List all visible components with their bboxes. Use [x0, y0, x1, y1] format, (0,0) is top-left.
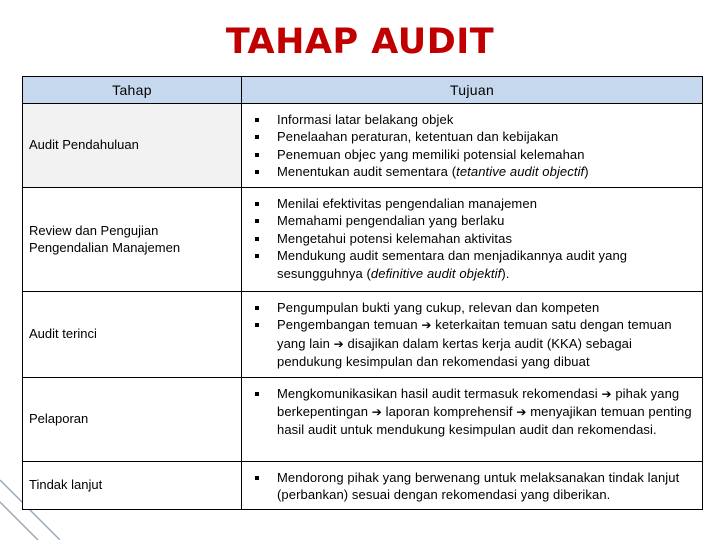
goal-text-part: laporan komprehensif: [381, 404, 517, 420]
goal-text-part: menyajikan temuan penting hasil audit untuk mendukung kesimpulan audit dan rekomendasi.: [277, 404, 692, 438]
stage-cell: Audit terinci: [23, 292, 242, 378]
goal-italic-term: tetantive audit objectif: [456, 164, 585, 180]
goal-item: Pengumpulan bukti yang cukup, relevan dan kompeten: [242, 299, 698, 316]
goal-item: [242, 163, 698, 180]
goal-cell: [242, 188, 703, 292]
goal-cell: [242, 377, 703, 461]
goal-list: [242, 104, 702, 187]
goal-text-part: ): [584, 164, 589, 180]
audit-stages-table: [22, 76, 703, 510]
goal-cell: [242, 292, 703, 378]
goal-text-part: pihak yang berkepentingan: [277, 385, 680, 420]
goal-item: Informasi latar belakang objek: [242, 111, 698, 128]
arrow-right-icon: ➔: [371, 405, 382, 420]
goal-cell: [242, 104, 703, 188]
arrow-right-icon: ➔: [516, 405, 527, 420]
stage-cell: Review dan Pengujian Pengendalian Manajemen: [23, 188, 242, 292]
table-row: [23, 104, 703, 188]
stage-cell: Pelaporan: [23, 377, 242, 461]
table-row: [23, 461, 703, 510]
goal-item: Mengetahui potensi kelemahan aktivitas: [242, 230, 698, 247]
goal-text-part: disajikan dalam kertas kerja audit (KKA) sebagai pendukung kesimpulan dan rekomendasi yang dibuat: [277, 335, 632, 370]
goal-italic-term: definitive audit objektif: [370, 265, 502, 281]
table-row: [23, 188, 703, 292]
arrow-right-icon: ➔: [421, 318, 432, 333]
goal-item: [242, 316, 698, 370]
goal-item: [242, 247, 698, 282]
goal-text-part: ).: [501, 265, 510, 281]
page-title: TAHAP AUDIT: [225, 22, 495, 62]
arrow-right-icon: ➔: [333, 336, 344, 351]
goal-item: [242, 385, 698, 439]
arrow-right-icon: ➔: [601, 386, 612, 401]
table-row: [23, 377, 703, 461]
goal-item: Menilai efektivitas pengendalian manajemen: [242, 195, 698, 212]
stage-cell: Tindak lanjut: [23, 461, 242, 510]
goal-list: [242, 188, 702, 288]
goal-item: Memahami pengendalian yang berlaku: [242, 212, 698, 229]
header-goal: Tujuan: [242, 77, 703, 104]
header-stage: Tahap: [23, 77, 242, 104]
stage-cell: Audit Pendahuluan: [23, 104, 242, 188]
goal-cell: [242, 461, 703, 510]
goal-text-part: Mengkomunikasikan hasil audit termasuk rekomendasi: [277, 385, 602, 401]
goal-item: Mendorong pihak yang berwenang untuk melaksanakan tindak lanjut (perbankan) sesuai dengan rekomendasi yang diberikan.: [242, 469, 698, 504]
goal-item: Penemuan objec yang memiliki potensial kelemahan: [242, 146, 698, 163]
goal-item: Penelaahan peraturan, ketentuan dan kebijakan: [242, 128, 698, 145]
goal-text-part: Pengembangan temuan: [277, 317, 422, 333]
goal-text-part: Mendukung audit sementara dan menjadikannya audit yang sesungguhnya (: [277, 248, 628, 281]
table-row: [23, 292, 703, 378]
table-header-row: [23, 77, 703, 104]
goal-list: [242, 378, 702, 445]
goal-list: [242, 462, 702, 510]
goal-text-part: Menentukan audit sementara (: [277, 164, 457, 180]
goal-list: [242, 292, 702, 377]
goal-text-part: keterkaitan temuan satu dengan temuan yang lain: [277, 317, 672, 351]
